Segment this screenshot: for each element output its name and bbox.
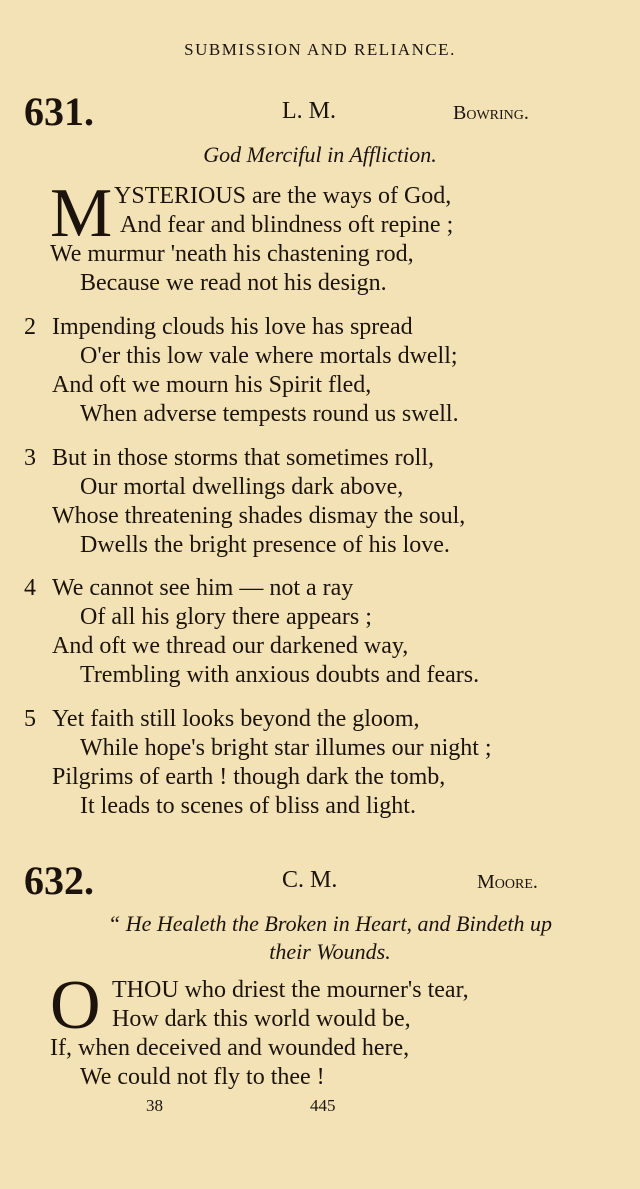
verse-line: Pilgrims of earth ! though dark the tomb, (52, 764, 446, 790)
verse-line: Dwells the bright presence of his love. (80, 532, 450, 558)
hymn-meter: C. M. (282, 867, 338, 893)
verse-number: 4 (24, 575, 36, 601)
page-number: 445 (310, 1096, 336, 1115)
hymn-tune: Moore. (477, 871, 538, 893)
verse-number: 3 (24, 445, 36, 471)
hymn-632-header (0, 857, 640, 907)
verse-line: Impending clouds his love has spread (52, 314, 413, 340)
verse-line: Trembling with anxious doubts and fears. (80, 662, 480, 688)
hymn-meter: L. M. (282, 98, 336, 124)
verse-line: How dark this world would be, (112, 1006, 411, 1032)
verse-line: But in those storms that sometimes roll, (52, 445, 434, 471)
verse-line: While hope's bright star illumes our night ; (80, 735, 492, 761)
hymn-title: God Merciful in Affliction. (203, 142, 437, 167)
hymn-title-line: their Wounds. (269, 939, 391, 964)
verse-line: We murmur 'neath his chastening rod, (50, 241, 414, 267)
running-head: SUBMISSION AND RELIANCE. (184, 40, 456, 59)
verse-line: Yet faith still looks beyond the gloom, (52, 706, 420, 732)
signature-mark: 38 (146, 1096, 163, 1115)
verse-line: It leads to scenes of bliss and light. (80, 793, 416, 819)
verse-line: We cannot see him — not a ray (52, 575, 354, 601)
hymn-number: 632. (24, 858, 94, 903)
verse-number: 2 (24, 314, 36, 340)
verse-line: When adverse tempests round us swell. (80, 401, 459, 427)
verse-line: And fear and blindness oft repine ; (120, 212, 454, 238)
drop-cap: M (50, 175, 113, 252)
verse-line: Our mortal dwellings dark above, (80, 474, 404, 500)
hymn-tune: Bowring. (453, 102, 529, 124)
verse-line: And oft we thread our darkened way, (52, 633, 409, 659)
verse-line: If, when deceived and wounded here, (50, 1035, 410, 1061)
verse-line: YSTERIOUS are the ways of God, (114, 183, 452, 209)
verse-line: O'er this low vale where mortals dwell; (80, 343, 458, 369)
verse-line: THOU who driest the mourner's tear, (112, 977, 469, 1003)
hymn-number: 631. (24, 89, 94, 134)
verse-number: 5 (24, 706, 36, 732)
hymn-title-line: “ He Healeth the Broken in Heart, and Bindeth up (108, 911, 552, 936)
drop-cap: O (50, 967, 101, 1044)
verse-line: Because we read not his design. (80, 270, 387, 296)
verse-line: Whose threatening shades dismay the soul, (52, 503, 466, 529)
verse-line: Of all his glory there appears ; (80, 604, 372, 630)
verse-line: We could not fly to thee ! (80, 1064, 325, 1090)
hymn-title (40, 910, 620, 966)
verse-line: And oft we mourn his Spirit fled, (52, 372, 372, 398)
hymn-631-header (0, 88, 640, 138)
